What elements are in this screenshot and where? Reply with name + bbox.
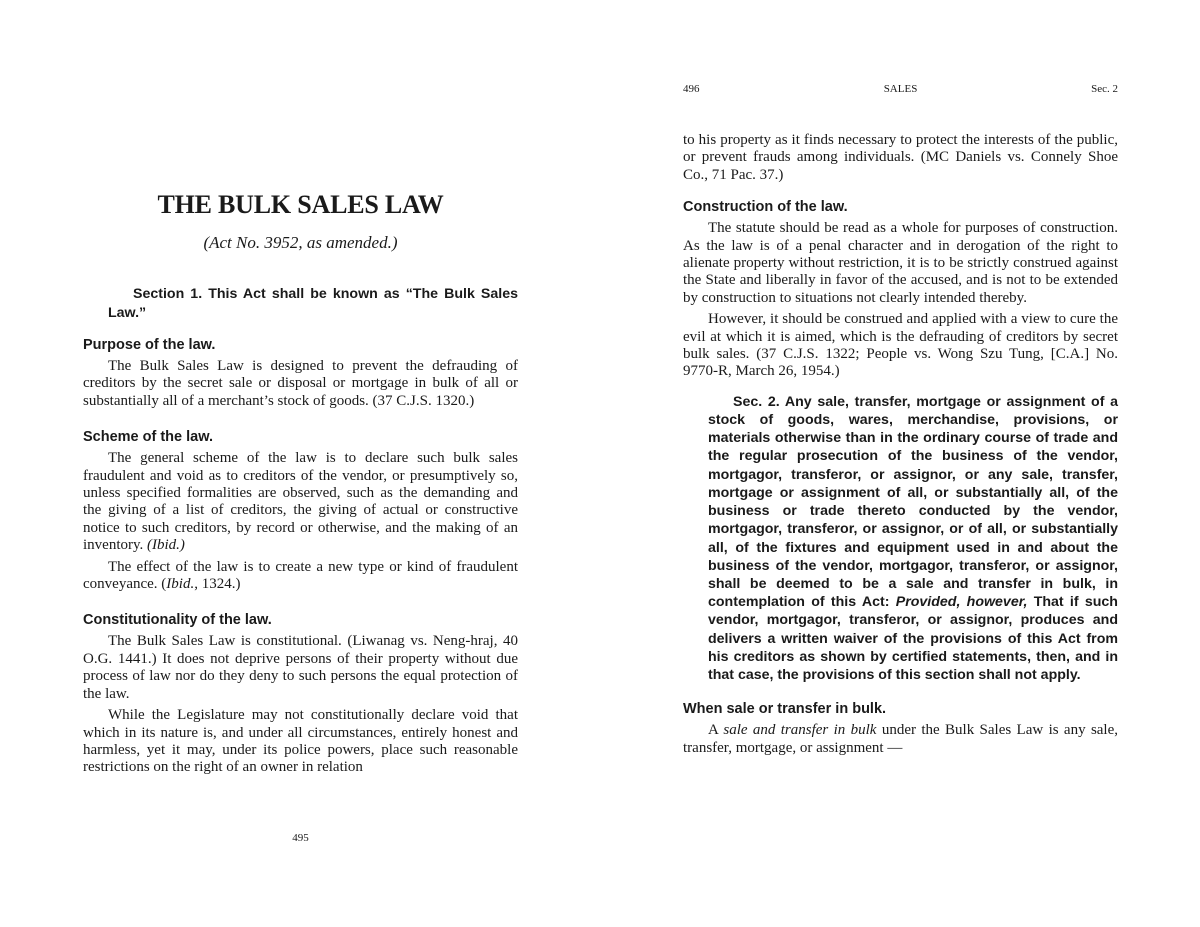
section-2-post: That if such vendor, mortgagor, transferor, or assignor, produces and delivers a written waiver of the provisions of this Act from his creditors as shown by certified statements, then, and in that case, the provisions of this section shall not apply.	[708, 594, 1118, 683]
construction-paragraph-1: The statute should be read as a whole for purposes of construction. As the law is of a penal character and in derogation of the right to alienate property without restriction, it is to be strictly construed against the State and liberally in favor of the accused, and is not to be extended by construction to situations not clearly intended thereby.	[683, 220, 1118, 306]
purpose-paragraph: The Bulk Sales Law is designed to prevent the defrauding of creditors by the secret sale or disposal or mortgage in bulk of all or substantially all of a merchant’s stock of goods. (37 C.J.S. 1320.)	[83, 358, 518, 409]
section-2-proviso: Provided, however,	[895, 594, 1028, 611]
section-1-text: Section 1. This Act shall be known as “The Bulk Sales Law.”	[108, 286, 518, 321]
continuation-paragraph: to his property as it finds necessary to protect the interests of the public, or prevent frauds among individuals. (MC Daniels vs. Connely Shoe Co., 71 Pac. 37.)	[683, 132, 1118, 183]
running-head-title: SALES	[883, 83, 918, 95]
running-head-section: Sec. 2	[1091, 83, 1118, 95]
scheme-paragraph-1	[83, 450, 518, 554]
constitutionality-paragraph-2: While the Legislature may not constitutionally declare void that which in its nature is, and under all circumstances, entirely honest and harmless, yet it may, under its police powers, place such reasonable restrictions on the right of an owner in relation	[83, 707, 518, 776]
heading-scheme: Scheme of the law.	[83, 429, 213, 446]
scheme-p2-post: , 1324.)	[194, 576, 241, 593]
scheme-p2-pre: The effect of the law is to create a new type or kind of fraudulent conveyance. (	[83, 558, 518, 593]
document-subtitle: (Act No. 3952, as amended.)	[203, 233, 398, 252]
construction-paragraph-2: However, it should be construed and applied with a view to cure the evil at which it is aimed, which is the defrauding of creditors by secret bulk sales. (37 C.J.S. 1322; People vs. Wong Szu Tung, [C.A.] No. 9770-R, March 26, 1954.)	[683, 311, 1118, 380]
when-sale-pre: A	[708, 722, 719, 739]
left-column	[83, 285, 518, 777]
section-2-pre: Sec. 2. Any sale, transfer, mortgage or assignment of a stock of goods, wares, merchandise, provisions, or materials otherwise than in the ordinary course of trade and the regular prosecution of the business of the vendor, mortgagor, transferor, or assignor, or any sale, transfer, mortgage or assignment of all, or substantially all, of the business or trade thereto conducted by the vendor, mortgagor, transferor, or assignor, or of all, or substantially all, of the fixtures and equipment used in and about the business of the vendor, mortgagor, transferor, or assignor, shall be deemed to be a sale and transfer in bulk, in contemplation of this Act:	[708, 393, 1118, 611]
right-column	[683, 132, 1118, 757]
heading-construction: Construction of the law.	[683, 199, 848, 216]
page-number-left: 495	[292, 832, 309, 844]
section-2-text	[683, 393, 1118, 684]
heading-when-sale: When sale or transfer in bulk.	[683, 701, 887, 718]
heading-constitutionality: Constitutionality of the law.	[83, 612, 272, 629]
heading-purpose: Purpose of the law.	[83, 337, 216, 353]
right-page	[600, 0, 1200, 927]
scheme-p1-text: The general scheme of the law is to declare such bulk sales fraudulent and void as to creditors of the vendor, or presumptively so, unless specified formalities are observed, such as the demanding and the giving of a list of creditors, the giving of actual or constructive notice to such creditors, by record or otherwise, and the making of an inventory.	[83, 450, 518, 554]
when-sale-post: under the Bulk Sales Law is any sale, transfer, mortgage, or assignment —	[683, 722, 1119, 756]
scheme-paragraph-2	[83, 559, 518, 594]
running-head-page: 496	[683, 83, 700, 95]
scheme-p2-ibid: Ibid.	[166, 576, 195, 593]
constitutionality-paragraph-1: The Bulk Sales Law is constitutional. (Liwanag vs. Neng-hraj, 40 O.G. 1441.) It does not deprive persons of their property without due process of law nor do they deny to such persons the equal protection of the law.	[83, 633, 518, 702]
document-title: THE BULK SALES LAW	[157, 190, 444, 219]
scheme-p1-cite: (Ibid.)	[147, 537, 185, 554]
when-sale-term: sale and transfer in bulk	[723, 722, 877, 739]
when-sale-paragraph	[683, 722, 1118, 757]
